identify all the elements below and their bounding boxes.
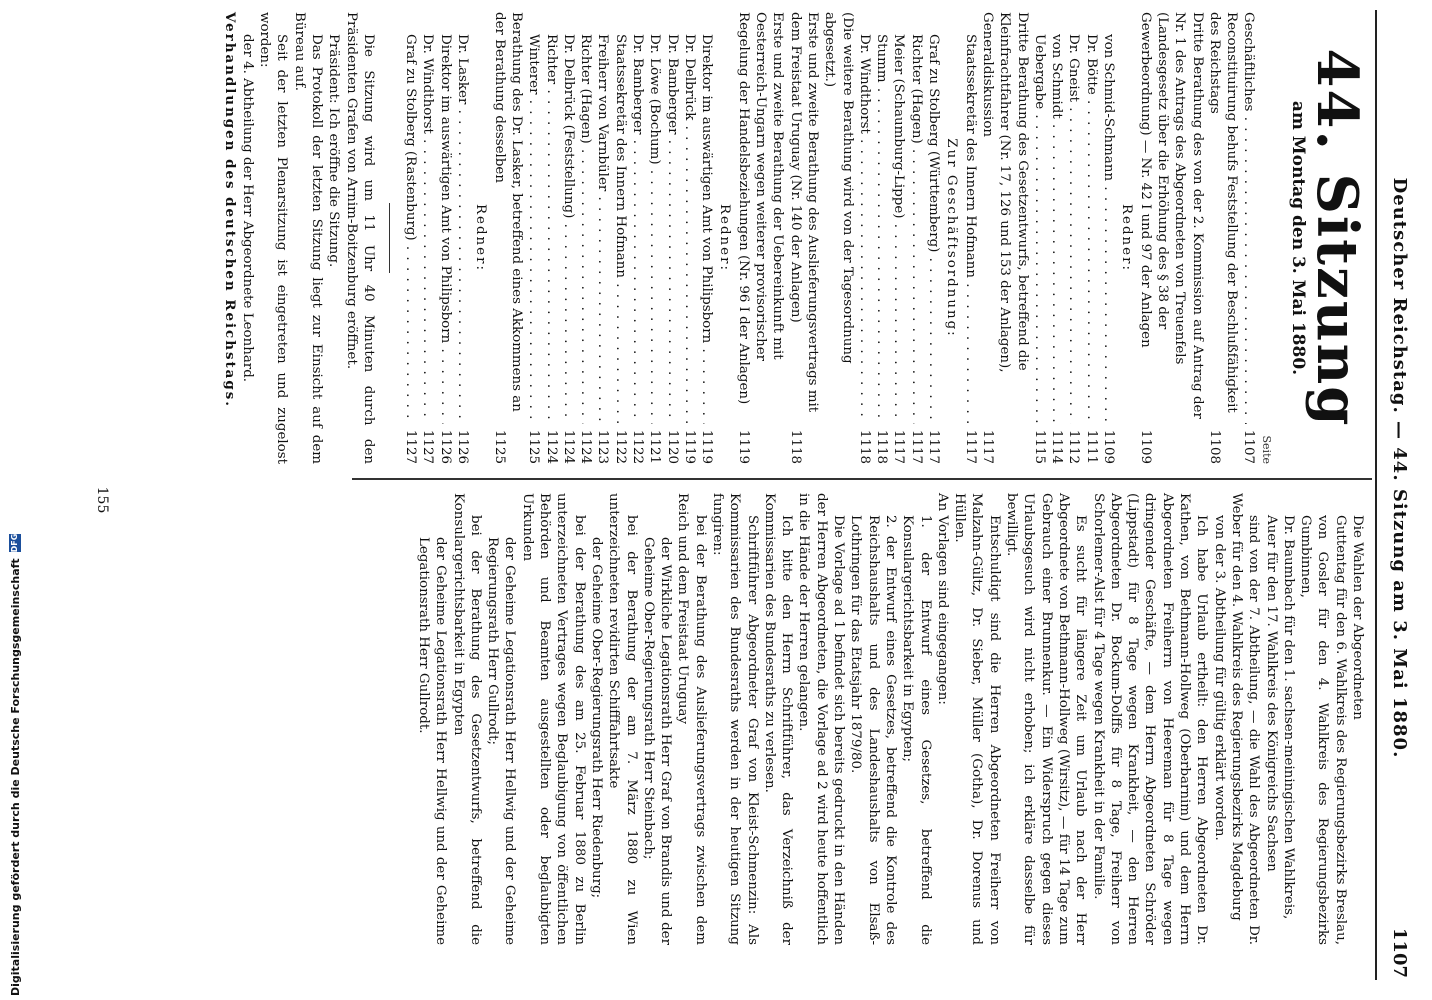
agenda-heading [1257,12,1274,464]
agenda-item [577,12,594,464]
agenda-item [1082,12,1099,464]
paragraph: Die Sitzung wird um 11 Uhr 40 Minuten durch den Präsidenten Grafen von Arnim-Boitzenburg eröffnet. [343,12,376,464]
paragraph: Auer für den 17. Wahlkreis des Königreichs Sachsen [1263,515,1279,872]
agenda-item-page: 1124 [578,429,594,464]
agenda-item [925,12,942,464]
running-header [1384,18,1410,978]
agenda-item [490,12,525,464]
agenda-item-text: Stumm . . . [873,12,890,424]
agenda-item-text: Staatssekretär des Innern Hofmann . . . [961,12,978,424]
paragraph: 2. der Entwurf eines Gesetzes, betreffend die Kontrole des Reichshaushalts und des Landeshaushalts von Elsaß-Lothringen für das Etatsjahr 1879/80. [848,515,898,945]
agenda-item-page: 1126 [437,429,453,464]
paragraph: Dr. Baumbach für den 1. sachsen-meiningischen Wahlkreis, [1280,515,1296,920]
agenda-item-page: 1118 [787,429,803,464]
agenda-item-text: Direktor im auswärtigen Amt von Philipsborn . . . [698,12,715,424]
paragraph: der Geheime Legationsrath Herr Hellwig und der Geheime Legationsrath Herr Gullrodt. [415,537,449,945]
paragraph: bei der Berathung des Auslieferungsvertrags zwischen dem Reich und dem Freistaat Uruguay [675,493,708,945]
agenda-item-text: Direktor im auswärtigen Amt von Philipsborn . . . [436,12,453,424]
agenda-subheading: Redner: [473,203,489,273]
agenda-item [1136,12,1205,464]
agenda-item [856,12,873,464]
paragraph: sind von der 7. Abtheilung, — die Wahl des Abgeordneten Dr. Weber für den 4. Wahlkreis des Regierungsbezirks Magdeburg [1228,493,1262,945]
agenda-item-page: 1122 [630,429,646,464]
paragraph: bei der Berathung des am 25. Februar 1880 zu Berlin unterzeichneten Vertrages wegen Beglaubigung von öffentlichen Behörden und Beamten ausgestellten oder beglaubigten Urkunden [519,493,587,945]
paragraph: Verhandlungen des deutschen Reichstags. [222,12,239,408]
paragraph: bei der Berathung des Gesetzentwurfs, betreffend die Konsulargerichtsbarkeit in Egypten [450,493,483,945]
agenda-item-text: Geschäftliches . . . [1240,12,1257,424]
agenda-item-page: 1112 [1066,429,1082,464]
agenda-item-text: Dr. Bamberger . . . [629,12,646,424]
dfg-watermark-text: Digitalisierung gefördert durch die Deutsche Forschungsgemeinschaft [8,558,22,996]
session-title: 44. Sitzung [1304,48,1370,428]
agenda-item-text: Dr. Delbrück . . . [681,12,698,424]
agenda-item-page: 1122 [612,429,628,464]
agenda-item-text: Uebergabe . . . [1031,12,1048,424]
paragraph: Schriftführer Abgeordneter Graf von Kleist-Schmenzin: Als Kommissarien des Bundesraths werden in der heutigen Sitzung fungiren: [710,493,760,945]
agenda-item-page: 1121 [647,429,663,464]
agenda-item-page: 1117 [891,429,907,464]
agenda-item-text: von Schmidt . . . [1048,12,1065,424]
agenda-item [698,12,715,464]
dfg-logo: DFG [10,533,19,553]
agenda-item-page: 1114 [1049,429,1065,464]
right-body-text [415,493,1366,945]
agenda-item-page: 1117 [979,429,995,464]
agenda-item-page: 1111 [1083,429,1099,464]
column-divider [352,478,1372,480]
agenda-item-text: Dr. Löwe (Bochum) . . . [646,12,663,424]
paragraph: Das Protokoll der letzten Sitzung liegt zur Einsicht auf dem Büreau auf. [291,12,324,464]
paragraph: der Wirkliche Legationsrath Herr Graf von Brandis und der Geheime Ober-Regierungsrath Herr Steinbach; [640,537,674,945]
dfg-watermark [4,0,26,996]
agenda-item [979,12,1031,464]
footer-page-number: 155 [94,486,110,514]
agenda-item-page: 1118 [856,429,872,464]
agenda-item [1240,12,1257,464]
agenda-heading-right: Seite [1259,435,1273,464]
paragraph: der Geheime Ober-Regierungsrath Herr Riedenburg; [588,537,604,899]
agenda-item [907,12,924,464]
agenda-item-text: Dritte Berathung des von der 2. Kommission auf Antrag der Nr. 1 des Antrags des Abgeordneten von Treuenfels (Landesgesetz über die Erhöhung des § 38 der Gewerbeordnung) — Nr. 42 I und 97 der Anlagen [1137,12,1205,419]
agenda-item [525,12,542,464]
paragraph: von der 3. Abtheilung für gültig erklärt worden. [1211,515,1227,841]
agenda-item [1206,12,1241,464]
agenda-item-page: 1125 [491,429,507,464]
agenda-item-text: Meier (Schaumburg-Lippe) . . . [890,12,907,424]
agenda-item [419,12,436,464]
agenda-item-page: 1117 [962,429,978,464]
agenda-item-page: 1118 [874,429,890,464]
agenda-item [873,12,890,464]
agenda-item [629,12,646,464]
agenda-item [611,12,628,464]
agenda-item-page: 1126 [455,429,471,464]
agenda-item-text: Richter . . . [542,12,559,424]
paragraph: Ich bitte den Herrn Schriftführer, das Verzeichniß der Kommissarien des Bundesraths zu verlesen. [761,493,795,945]
agenda-item-text: Graf zu Stolberg (Rastenburg) . . . [402,12,419,424]
agenda-item-text: Erste und zweite Berathung des Auslieferungsvertrags mit dem Freistaat Uruguay (Nr. 140 der Anlagen) [787,12,820,413]
paragraph: bei der Berathung der am 7. März 1880 zu Wien unterzeichneten revidirten Schifffahrtsakte [606,493,639,945]
agenda-item [1100,12,1117,464]
agenda-item [1031,12,1048,464]
agenda-item-page: 1108 [1206,429,1222,464]
agenda-item [663,12,680,464]
agenda-item [402,12,419,464]
separator [389,203,390,273]
agenda-item-page: 1117 [908,429,924,464]
agenda-item-page: 1109 [1137,429,1153,464]
paragraph: der 4. Abtheilung der Herr Abgeordnete Leonhard. [239,34,255,383]
paragraph: Die Vorlage ad 1 befindet sich bereits gedruckt in den Händen der Herren Abgeordneten, die Vorlage ad 2 wird heute hoffentlich in die Hände der Herren gelangen. [796,493,847,945]
right-column [415,493,1366,945]
agenda-item-page: 1124 [560,429,576,464]
paragraph: Seit der letzten Plenarsitzung ist eingetreten und zugelost worden: [257,12,290,464]
header-title: Deutscher Reichstag. — 44. Sitzung am 3. Mai 1880. [1389,177,1410,759]
agenda-item-text: Dr. Bötte . . . [1082,12,1099,424]
agenda-item [681,12,698,464]
agenda-item [436,12,453,464]
agenda-item-page: 1119 [699,429,715,464]
agenda-item-page: 1115 [1031,429,1047,464]
agenda-item-text: (Die weitere Berathung wird von der Tagesordnung abgesetzt.) [822,12,855,364]
agenda-item-page: 1109 [1101,429,1117,464]
paragraph: 1. der Entwurf eines Gesetzes, betreffend die Konsulargerichtsbarkeit in Egypten; [900,515,933,945]
agenda-item-page: 1123 [595,429,611,464]
agenda-subheading: Redner: [1119,203,1135,273]
agenda-item-text: Richter (Hagen) . . . [907,12,924,424]
agenda-item-text: Dr. Windthorst . . . [419,12,436,424]
agenda-item-text: Berathung des Dr. Lasker, betreffend eines Akkommens an der Berathung desselben [491,12,524,412]
agenda-item-text: Dr. Windthorst . . . [856,12,873,424]
agenda-item-text: Winterer . . . [525,12,542,424]
agenda-item-page: 1119 [681,429,697,464]
header-rule [1375,10,1377,980]
agenda-item [542,12,559,464]
session-date: am Montag den 3. Mai 1880. [1288,100,1308,376]
agenda-item-page: 1107 [1241,429,1257,464]
agenda-item-text: Reconstituirung behufs Feststellung der Beschlußfähigkeit des Reichstags [1206,12,1240,413]
agenda-item-text: Freiherr von Varnbüler . . . [594,12,611,424]
agenda-item-page: 1119 [735,429,751,464]
agenda-item-text: Graf zu Stolberg (Württemberg) . . . [925,12,942,424]
agenda-item [560,12,577,464]
agenda-item [1065,12,1082,464]
agenda-subheading: Redner: [717,203,733,273]
agenda-item-text: Dr. Gneist . . . [1065,12,1082,424]
agenda-item-text: Dr. Delbrück (Feststellung) . . . [560,12,577,424]
agenda-item [1048,12,1065,464]
agenda-item [735,12,787,464]
paragraph: Es sucht für längere Zeit um Urlaub nach der Herr Abgeordnete von Bethmann-Hollweg (Wirsitz), — für 14 Tage zum Gebrauch einer Brunnenkur. — Ein Widerspruch gegen dieses Urlaubsgesuch wird nicht erhoben; ich erkläre dasselbe für bewilligt. [1004,493,1089,945]
paragraph: An Vorlagen sind eingegangen: [934,493,950,705]
agenda-item-page: 1117 [926,429,942,464]
agenda-list [402,12,1258,464]
agenda-item-page: 1124 [543,429,559,464]
agenda-item [786,12,821,464]
paragraph: von Gosler für den 4. Wahlkreis des Regierungsbezirks Gumbinnen, [1298,515,1331,945]
agenda-item-page: 1127 [420,429,436,464]
agenda-item-text: Staatssekretär des Innern Hofmann . . . [611,12,628,424]
agenda-item [961,12,978,464]
agenda-item-text: Richter (Hagen) . . . [577,12,594,424]
agenda-item-text: Erste und zweite Berathung der Uebereinkunft mit Oesterreich-Ungarn wegen weiterer provisorischer Regelung der Handelsbeziehungen (Nr. 96 I der Anlagen) [735,12,786,405]
header-page-number: 1107 [1389,927,1410,978]
paragraph: Ich habe Urlaub ertheilt: den Herren Abgeordneten Dr. Kathen, von Bethmann-Hollweg (Oberbarnim) und dem Herrn Abgeordneten Freiherrn von Heereman für 8 Tage wegen dringender Geschäfte, — dem Herrn Abgeordneten Schröder (Lippstadt) für 8 Tage wegen Krankheit, — den Herren Abgeordneten Dr. Bockum-Dolffs für 8 Tage, Freiherr von Schorlemer-Alst für 4 Tage wegen Krankheit in der Familie. [1090,493,1210,945]
left-body-text [221,12,377,464]
agenda-item-text: Dr. Bamberger . . . [663,12,680,424]
paragraph: Präsident: Ich eröffne die Sitzung. [326,34,342,268]
agenda-item-text: von Schmid-Schmann . . . [1100,12,1117,424]
paragraph: Guttentag für den 6. Wahlkreis des Regierungsbezirks Breslau, [1332,515,1348,945]
agenda-item [890,12,907,464]
paragraph: Entschuldigt sind die Herren Abgeordneten Freiherr von Malzahn-Gültz, Dr. Sieber, Müller (Gotha), Dr. Dorenus und Hüllen. [952,493,1002,945]
left-column [221,12,1370,464]
paragraph: der Geheime Legationsrath Herr Hellwig und der Geheime Regierungsrath Herr Gullrodt; [485,537,518,945]
agenda-item [821,12,856,464]
agenda-item-page: 1120 [664,429,680,464]
agenda-item-page: 1127 [403,429,419,464]
agenda-item [646,12,663,464]
paragraph: Die Wahlen der Abgeordneten [1350,515,1365,720]
agenda-item [594,12,611,464]
agenda-item-text: Dr. Lasker . . . [454,12,471,424]
agenda-subheading: Zur Geschäftsordnung: [944,138,960,338]
agenda-item [454,12,471,464]
agenda-item-text: Dritte Berathung des Gesetzentwurfs, betreffend die Kleinfrachtfahrer (Nr. 17, 126 und 153 der Anlagen), Generaldiskussion [979,12,1030,373]
agenda-item-page: 1125 [526,429,542,464]
